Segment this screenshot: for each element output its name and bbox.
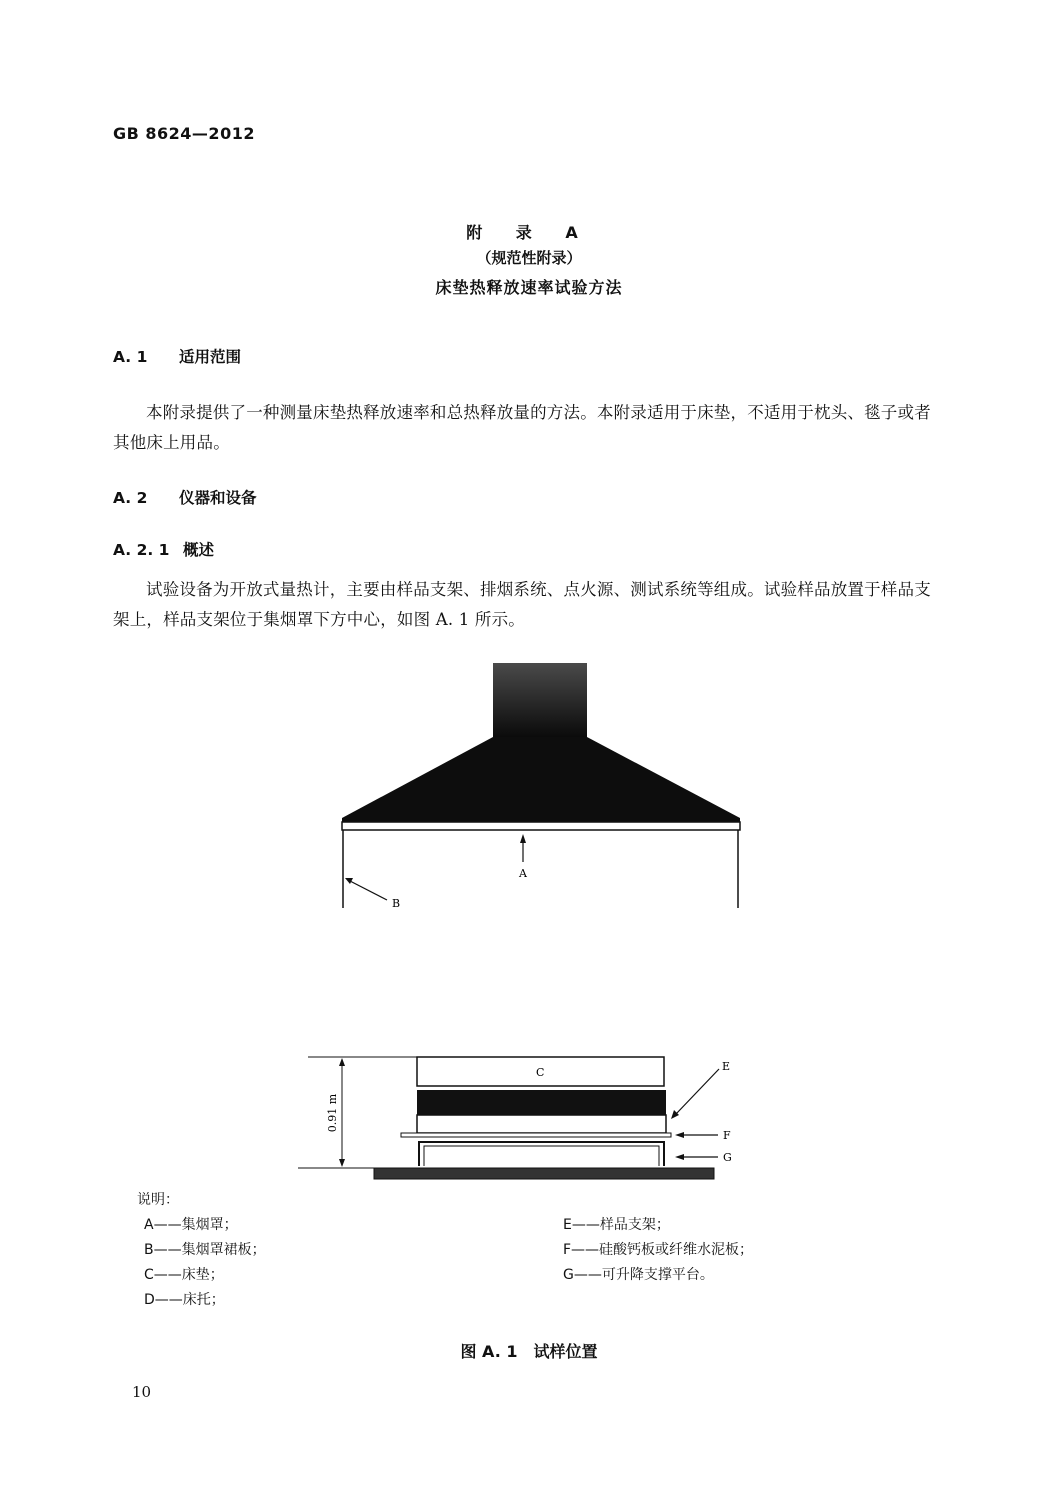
section-a21-paragraph: 试验设备为开放式量热计，主要由样品支架、排烟系统、点火源、测试系统等组成。试验样品放置于样品支架上，样品支架位于集烟罩下方中心，如图 A. 1 所示。 [113, 580, 931, 629]
label-e: E [722, 1060, 731, 1073]
platform-frame-inner [424, 1146, 659, 1166]
section-title: 适用范围 [179, 348, 242, 366]
legend-item-a: A——集烟罩； [144, 1217, 238, 1233]
annex-name: 床垫热释放速率试验方法 [435, 278, 623, 297]
arrow-b-line [350, 881, 387, 900]
standard-number: GB 8624—2012 [113, 124, 255, 143]
section-number: A. 1 [113, 348, 148, 366]
section-number: A. 2 [113, 489, 148, 507]
label-a: A [519, 867, 527, 880]
label-b: B [392, 897, 401, 910]
hood-rim [342, 822, 740, 830]
dimension-label: 0.91 m [326, 1093, 339, 1133]
dim-arrow-bottom [339, 1159, 345, 1167]
label-c: C [536, 1066, 545, 1079]
label-g: G [723, 1151, 732, 1164]
silicate-board [401, 1133, 671, 1137]
annex-title: 附 录 A [466, 223, 592, 242]
arrow-b-head [345, 878, 353, 884]
section-title: 概述 [183, 541, 215, 559]
section-a1-paragraph: 本附录提供了一种测量床垫热释放速率和总热释放量的方法。本附录适用于床垫，不适用于枕头、毯子或者其他床上用品。 [113, 403, 931, 452]
section-number: A. 2. 1 [113, 541, 170, 559]
sample-holder [417, 1115, 666, 1133]
hood-chimney [493, 663, 587, 738]
legend-item-e: E——样品支架； [563, 1217, 670, 1233]
section-title: 仪器和设备 [179, 489, 257, 507]
legend-item-g: G——可升降支撑平台。 [563, 1267, 714, 1283]
arrow-e-line [676, 1069, 719, 1114]
legend-item-f: F——硅酸钙板或纤维水泥板； [563, 1242, 754, 1258]
floor [374, 1168, 714, 1179]
figure-caption: 图 A. 1 试样位置 [460, 1342, 598, 1361]
annex-type: （规范性附录） [476, 249, 582, 267]
arrow-a-head [520, 834, 526, 843]
legend-item-b: B——集烟罩裙板； [144, 1242, 266, 1258]
arrow-f-head [675, 1132, 684, 1138]
label-f: F [723, 1129, 731, 1142]
page-number: 10 [132, 1383, 152, 1401]
bed-foundation [417, 1090, 666, 1115]
dim-arrow-top [339, 1058, 345, 1066]
legend-item-d: D——床托； [144, 1292, 225, 1308]
smoke-hood [342, 737, 740, 822]
legend-title: 说明： [137, 1192, 179, 1208]
legend-item-c: C——床垫； [144, 1267, 224, 1283]
arrow-g-head [675, 1154, 684, 1160]
